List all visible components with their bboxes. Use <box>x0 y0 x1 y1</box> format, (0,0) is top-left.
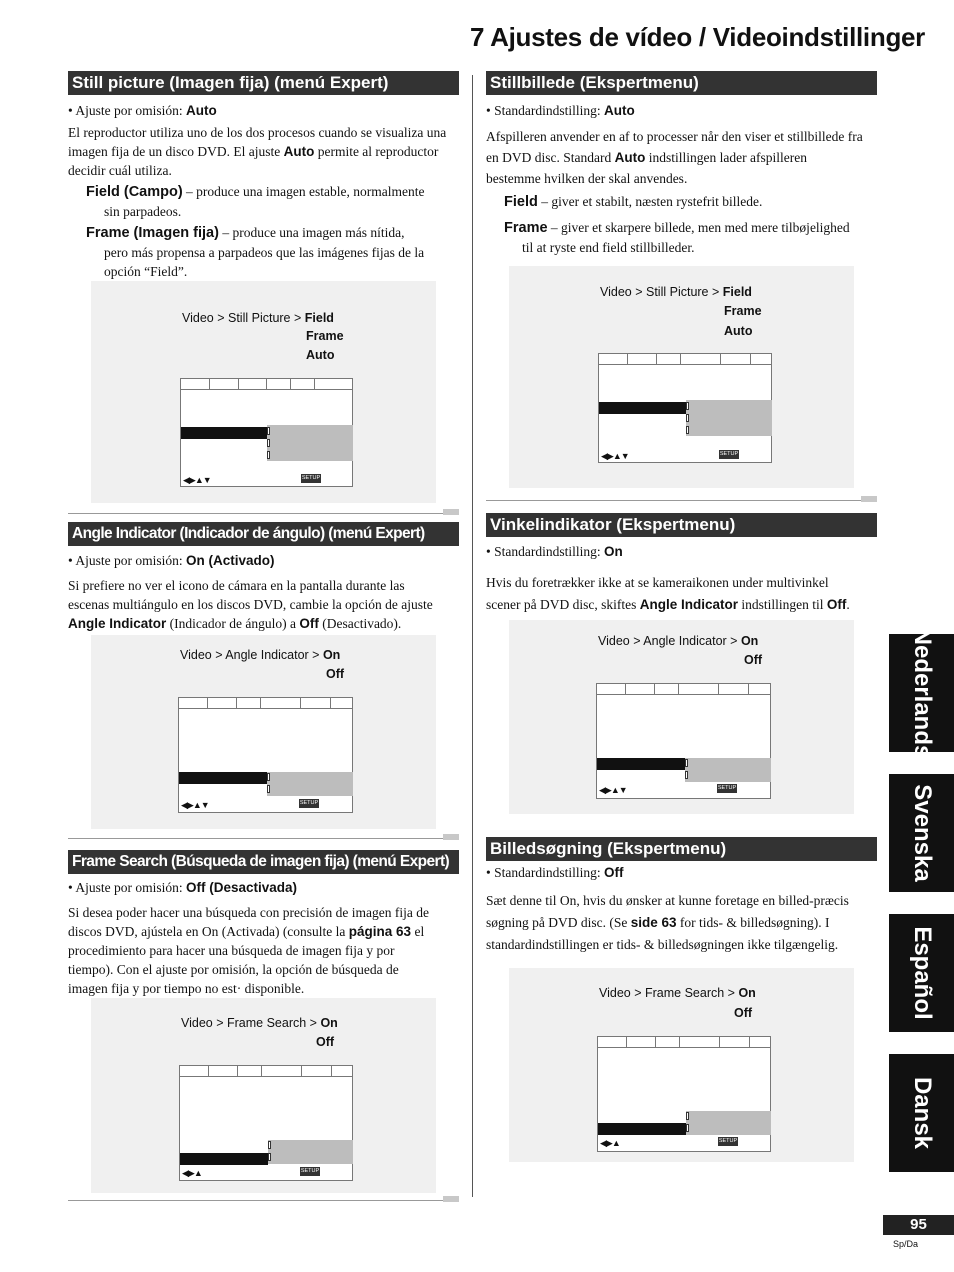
menu-mockup <box>179 1065 353 1181</box>
section-heading-still-da: Stillbillede (Ekspertmenu) <box>486 71 877 95</box>
option-marker <box>267 785 270 793</box>
section-heading-frame-es: Frame Search (Búsqueda de imagen fija) (menú Expert) <box>68 850 459 874</box>
menu-options-panel <box>686 400 772 436</box>
section-rule <box>68 513 443 514</box>
section-rule-end <box>443 834 459 840</box>
menu-screen-frame-es <box>91 998 436 1193</box>
option-marker <box>685 771 688 779</box>
option-field-es: Field (Campo) – produce una imagen estable, normalmente sin parpadeos. <box>86 184 425 219</box>
menu-options-panel <box>267 425 353 461</box>
nav-arrows-icon: ◀▶▲▼ <box>183 475 211 485</box>
menu-path: Video > Angle Indicator > On <box>598 634 759 648</box>
paragraph-frame-es: Si desea poder hacer una búsqueda con precisión de imagen fija de discos DVD, ajústela en On (Activada) (consulte la página 63 el procedimiento para hacer una búsqueda de imagen fija y por tiempo). Con el ajuste por omisión, la opción de búsqueda de imagen fija y por tiempo no est· disponible. <box>68 905 429 996</box>
column-divider <box>472 75 473 1197</box>
menu-tabs <box>179 698 352 709</box>
option-frame-es: Frame (Imagen fija) – produce una imagen más nítida, pero más propensa a parpadeos que las imágenes fijas de la opción “Field”. <box>86 225 425 279</box>
menu-tabs <box>598 1037 770 1048</box>
menu-mockup <box>596 683 771 799</box>
setup-button-icon: SETUP <box>719 451 739 457</box>
default-setting-angle-da: • Standardindstilling: On <box>486 544 623 559</box>
lang-tab-dansk[interactable] <box>889 1054 954 1172</box>
menu-screen-frame-da <box>509 968 854 1162</box>
option-marker <box>268 1141 271 1149</box>
option-marker <box>267 451 270 459</box>
option-frame-da: Frame – giver et skarpere billede, men med mere tilbøjelighed til at ryste end field stillbilleder. <box>504 220 850 255</box>
default-setting-frame-da: • Standardindstilling: Off <box>486 865 624 880</box>
option-marker <box>686 1112 689 1120</box>
menu-options-panel <box>686 1111 771 1135</box>
nav-arrows-icon: ◀▶▲▼ <box>599 785 627 795</box>
default-setting-still-es: • Ajuste por omisión: Auto <box>68 103 217 118</box>
option-field-da: Field – giver et stabilt, næsten rystefrit billede. <box>504 194 763 210</box>
menu-highlight-row <box>599 402 686 414</box>
menu-screen-still-es <box>91 281 436 503</box>
menu-option-off: Off <box>734 1006 753 1020</box>
page-language-code: Sp/Da <box>893 1239 919 1249</box>
paragraph-frame-da: Sæt denne til On, hvis du ønsker at kunne foretage en billed-præcis søgning på DVD disc. (Se side 63 for tids- & billedsøgning). I standardindstillingen er tids- & billedsøgningen ikke tilgængelig. <box>486 893 849 952</box>
menu-path: Video > Still Picture > Field <box>182 311 334 325</box>
page-number: 95 <box>883 1215 954 1235</box>
nav-arrows-icon: ◀▶▲▼ <box>181 800 209 810</box>
option-marker <box>686 414 689 422</box>
option-marker <box>685 759 688 767</box>
menu-tabs <box>597 684 770 695</box>
option-marker <box>686 402 689 410</box>
setup-button-icon: SETUP <box>717 785 737 791</box>
setup-button-icon: SETUP <box>301 475 321 481</box>
menu-mockup <box>180 378 353 487</box>
menu-screen-angle-es <box>91 635 436 829</box>
menu-mockup <box>597 1036 771 1152</box>
section-rule-end <box>861 496 877 502</box>
menu-highlight-row <box>598 1123 686 1135</box>
option-marker <box>686 1124 689 1132</box>
menu-option-frame: Frame <box>724 304 762 318</box>
menu-highlight-row <box>180 1153 268 1165</box>
menu-option-frame: Frame <box>306 329 344 343</box>
section-heading-still-es: Still picture (Imagen fija) (menú Expert) <box>68 71 459 95</box>
lang-tab-nederlands[interactable] <box>889 627 954 759</box>
lang-tab-label: Nederlands <box>908 627 936 759</box>
nav-arrows-icon: ◀▶▲ <box>182 1168 202 1178</box>
menu-options-panel <box>267 772 353 796</box>
lang-tab-label: Dansk <box>908 1076 936 1150</box>
section-rule-end <box>443 1196 459 1202</box>
default-setting-still-da: • Standardindstilling: Auto <box>486 103 635 118</box>
menu-option-auto: Auto <box>724 324 753 338</box>
setup-button-icon: SETUP <box>300 1168 320 1174</box>
menu-path: Video > Frame Search > On <box>181 1016 338 1030</box>
page-title: 7 Ajustes de vídeo / Videoindstillinger <box>470 22 925 52</box>
menu-path: Video > Frame Search > On <box>599 986 756 1000</box>
default-setting-angle-es: • Ajuste por omisión: On (Activado) <box>68 553 275 568</box>
option-marker <box>267 773 270 781</box>
nav-arrows-icon: ◀▶▲ <box>600 1138 620 1148</box>
menu-option-off: Off <box>326 667 345 681</box>
option-marker <box>267 427 270 435</box>
section-heading-angle-da: Vinkelindikator (Ekspertmenu) <box>486 513 877 537</box>
menu-mockup <box>178 697 353 813</box>
menu-path: Video > Still Picture > Field <box>600 285 752 299</box>
setup-button-icon: SETUP <box>299 800 319 806</box>
section-rule-end <box>443 509 459 515</box>
menu-path: Video > Angle Indicator > On <box>180 648 341 662</box>
nav-arrows-icon: ◀▶▲▼ <box>601 451 629 461</box>
menu-highlight-row <box>597 758 685 770</box>
paragraph-still-da: Afspilleren anvender en af to processer når den viser et stillbillede fra en DVD disc. Standard Auto indstillingen lader afspilleren bestemme hvilken der skal anvendes. <box>486 129 863 186</box>
lang-tab-svenska[interactable] <box>889 774 954 892</box>
lang-tab-espanol[interactable] <box>889 914 954 1032</box>
section-heading-angle-es: Angle Indicator (Indicador de ángulo) (menú Expert) <box>68 522 459 546</box>
menu-screen-angle-da <box>509 620 854 814</box>
menu-highlight-row <box>179 772 267 784</box>
menu-option-off: Off <box>744 653 763 667</box>
paragraph-angle-da: Hvis du foretrækker ikke at se kameraikonen under multivinkel scener på DVD disc, skiftes Angle Indicator indstillingen til Off. <box>486 575 850 612</box>
section-heading-frame-da: Billedsøgning (Ekspertmenu) <box>486 837 877 861</box>
paragraph-still-es: El reproductor utiliza uno de los dos procesos cuando se visualiza una imagen fija de un disco DVD. El ajuste Auto permite al reproductor decidir cuál utiliza. <box>68 125 447 178</box>
default-setting-frame-es: • Ajuste por omisión: Off (Desactivada) <box>68 880 298 895</box>
menu-tabs <box>599 354 771 365</box>
menu-tabs <box>180 1066 352 1077</box>
menu-options-panel <box>268 1140 353 1164</box>
setup-button-icon: SETUP <box>718 1138 738 1144</box>
menu-mockup <box>598 353 772 463</box>
paragraph-angle-es: Si prefiere no ver el icono de cámara en la pantalla durante las escenas multiángulo en los discos DVD, cambie la opción de ajuste Angle Indicator (Indicador de ángulo) a Off (Desactivado). <box>68 578 433 631</box>
option-marker <box>268 1153 271 1161</box>
menu-options-panel <box>685 758 771 782</box>
menu-screen-still-da <box>509 266 854 488</box>
section-rule <box>486 500 861 501</box>
menu-tabs <box>181 379 352 390</box>
lang-tab-label: Español <box>908 926 936 1020</box>
menu-option-auto: Auto <box>306 348 335 362</box>
menu-option-off: Off <box>316 1035 335 1049</box>
lang-tab-label: Svenska <box>908 784 936 882</box>
option-marker <box>686 426 689 434</box>
section-rule <box>68 1200 443 1201</box>
menu-highlight-row <box>181 427 267 439</box>
section-rule <box>68 838 443 839</box>
option-marker <box>267 439 270 447</box>
